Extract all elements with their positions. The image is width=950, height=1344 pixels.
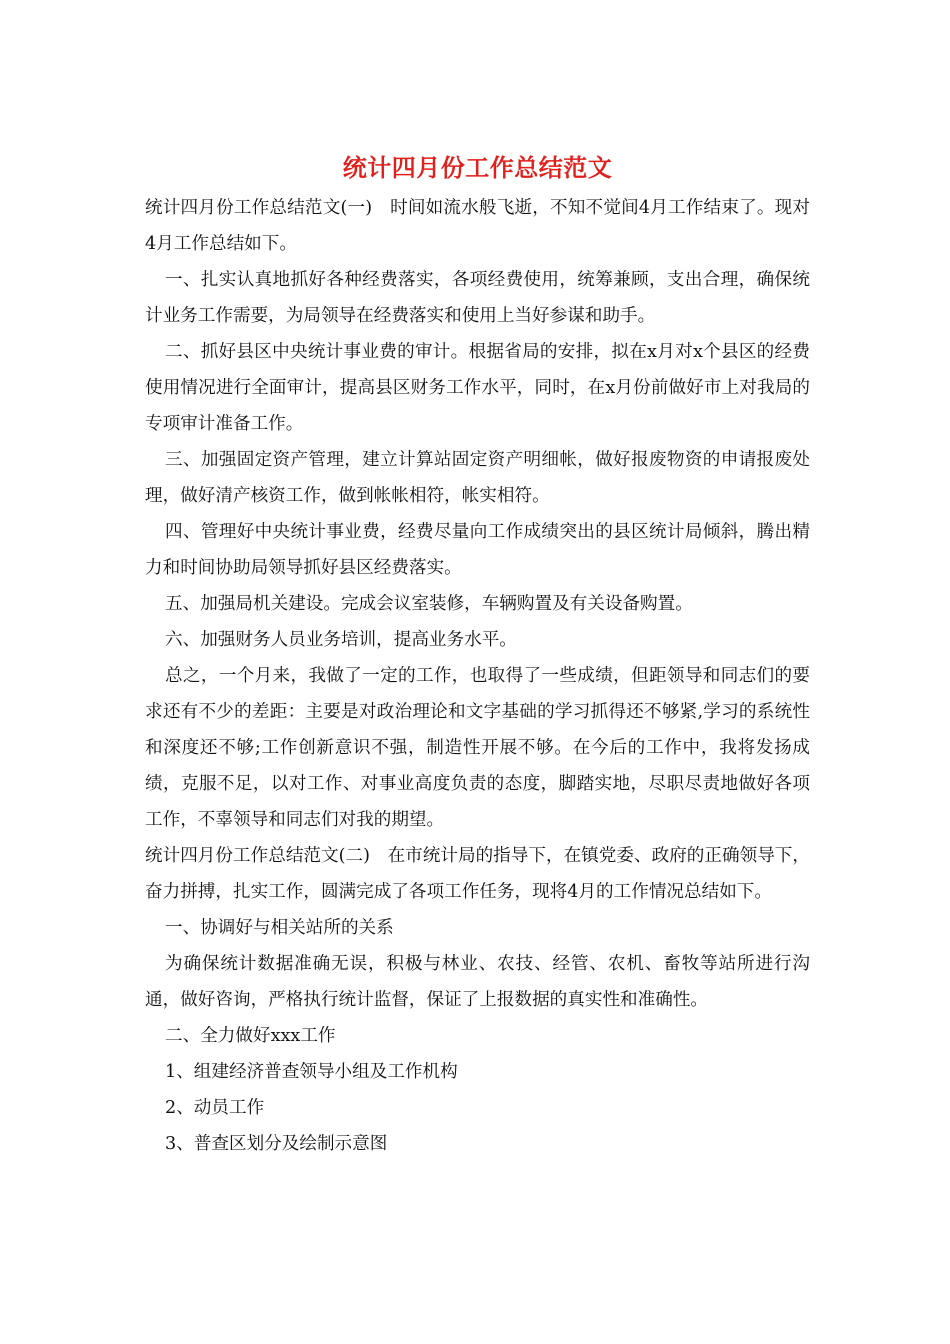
paragraph-sample-2-intro: 统计四月份工作总结范文(二) 在市统计局的指导下，在镇党委、政府的正确领导下，奋力拼搏，扎实工作，圆满完成了各项工作任务，现将4月的工作情况总结如下。 — [145, 846, 810, 902]
paragraph-section-2-heading: 二、全力做好xxx工作 — [165, 1026, 336, 1046]
paragraph-point-3: 三、加强固定资产管理，建立计算站固定资产明细帐，做好报废物资的申请报废处理，做好清产核资工作，做到帐帐相符，帐实相符。 — [145, 450, 810, 506]
document-title: 统计四月份工作总结范文 — [342, 153, 613, 182]
list-item-3: 3、普查区划分及绘制示意图 — [165, 1134, 388, 1154]
paragraph-point-1: 一、扎实认真地抓好各种经费落实，各项经费使用，统筹兼顾，支出合理，确保统计业务工作需要，为局领导在经费落实和使用上当好参谋和助手。 — [145, 270, 810, 326]
paragraph-point-6: 六、加强财务人员业务培训，提高业务水平。 — [165, 630, 517, 650]
paragraph-section-1-body: 为确保统计数据准确无误，积极与林业、农技、经管、农机、畜牧等站所进行沟通，做好咨询，严格执行统计监督，保证了上报数据的真实性和准确性。 — [145, 954, 810, 1010]
paragraph-point-2: 二、抓好县区中央统计事业费的审计。根据省局的安排，拟在x月对x个县区的经费使用情况进行全面审计，提高县区财务工作水平，同时，在x月份前做好市上对我局的专项审计准备工作。 — [145, 342, 810, 434]
document-body — [145, 190, 810, 1162]
paragraph-conclusion: 总之，一个月来，我做了一定的工作，也取得了一些成绩，但距领导和同志们的要求还有不少的差距：主要是对政治理论和文字基础的学习抓得还不够紧,学习的系统性和深度还不够;工作创新意识不强，制造性开展不够。在今后的工作中，我将发扬成绩，克服不足，以对工作、对事业高度负责的态度，脚踏实地，尽职尽责地做好各项工作，不辜领导和同志们对我的期望。 — [145, 666, 810, 830]
paragraph-section-1-heading: 一、协调好与相关站所的关系 — [165, 918, 394, 938]
list-item-1: 1、组建经济普查领导小组及工作机构 — [165, 1062, 458, 1082]
document-page — [145, 150, 810, 1162]
paragraph-point-4: 四、管理好中央统计事业费，经费尽量向工作成绩突出的县区统计局倾斜，腾出精力和时间协助局领导抓好县区经费落实。 — [145, 522, 810, 578]
paragraph-point-5: 五、加强局机关建设。完成会议室装修，车辆购置及有关设备购置。 — [165, 594, 693, 614]
paragraph-sample-1-intro: 统计四月份工作总结范文(一) 时间如流水般飞逝，不知不觉间4月工作结束了。现对4月工作总结如下。 — [145, 198, 810, 254]
list-item-2: 2、动员工作 — [165, 1098, 265, 1118]
